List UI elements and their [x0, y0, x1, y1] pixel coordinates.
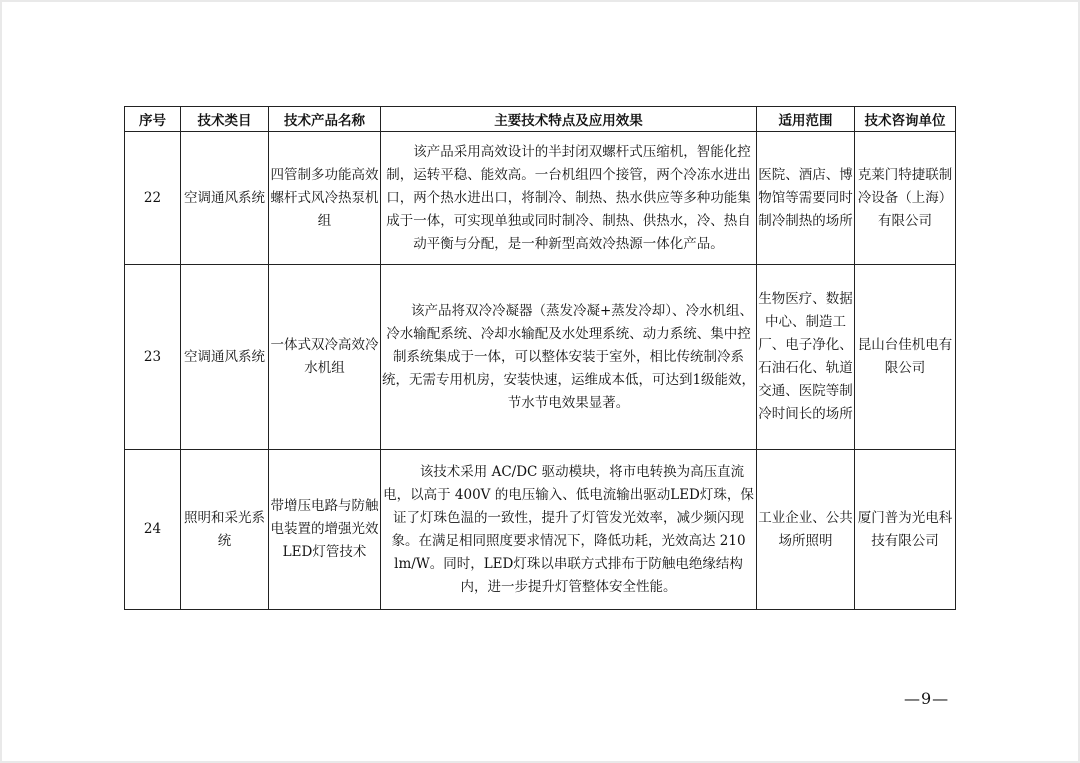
unit-cell: 昆山台佳机电有限公司 [855, 265, 956, 450]
features-text: 该产品采用高效设计的半封闭双螺杆式压缩机，智能化控制，运转平稳、能效高。一台机组四个接管，两个冷冻水进出口，两个热水进出口，将制冷、制热、热水供应等多种功能集成于一体，可实现单独或同时制冷、制热、供热水，冷、热自动平衡与分配，是一种新型高效冷热源一体化产品。 [386, 143, 751, 252]
category-cell: 照明和采光系统 [181, 450, 269, 610]
features-text: 该技术采用 AC/DC 驱动模块，将市电转换为高压直流电，以高于 400V 的电压输入、低电流输出驱动LED灯珠，保证了灯珠色温的一致性，提升了灯管发光效率，减少频闪现象。在满足相同照度要求情况下，降低功耗，光效高达 210 lm/W。同时，LED灯珠以串联方式排布于防触电绝缘结构内，进一步提升灯管整体安全性能。 [383, 463, 754, 595]
features-cell [381, 265, 757, 450]
unit-cell: 厦门普为光电科技有限公司 [855, 450, 956, 610]
product-cell: 四管制多功能高效螺杆式风冷热泵机组 [269, 132, 381, 265]
header-product: 技术产品名称 [269, 107, 381, 132]
table-row [125, 132, 956, 265]
table-row [125, 450, 956, 610]
header-features: 主要技术特点及应用效果 [381, 107, 757, 132]
row-number: 22 [125, 132, 181, 265]
scope-cell: 医院、酒店、博物馆等需要同时制冷制热的场所 [757, 132, 855, 265]
header-unit: 技术咨询单位 [855, 107, 956, 132]
row-number: 23 [125, 265, 181, 450]
product-cell: 一体式双冷高效冷水机组 [269, 265, 381, 450]
unit-cell: 克莱门特捷联制冷设备（上海）有限公司 [855, 132, 956, 265]
technology-table [124, 106, 956, 610]
product-cell: 带增压电路与防触电装置的增强光效LED灯管技术 [269, 450, 381, 610]
features-text: 该产品将双冷冷凝器（蒸发冷凝+蒸发冷却）、冷水机组、冷水输配系统、冷却水输配及水处理系统、动力系统、集中控制系统集成于一体，可以整体安装于室外，相比传统制冷系统，无需专用机房，安装快速，运维成本低，可达到1级能效，节水节电效果显著。 [381, 302, 756, 411]
page-number: —9— [904, 689, 950, 708]
table-header-row [125, 107, 956, 132]
scope-cell: 工业企业、公共场所照明 [757, 450, 855, 610]
scope-cell: 生物医疗、数据中心、制造工厂、电子净化、石油石化、轨道交通、医院等制冷时间长的场所 [757, 265, 855, 450]
header-scope: 适用范围 [757, 107, 855, 132]
row-number: 24 [125, 450, 181, 610]
category-cell: 空调通风系统 [181, 265, 269, 450]
header-category: 技术类目 [181, 107, 269, 132]
table-row [125, 265, 956, 450]
header-no: 序号 [125, 107, 181, 132]
features-cell [381, 450, 757, 610]
document-page [2, 2, 1078, 761]
features-cell [381, 132, 757, 265]
category-cell: 空调通风系统 [181, 132, 269, 265]
